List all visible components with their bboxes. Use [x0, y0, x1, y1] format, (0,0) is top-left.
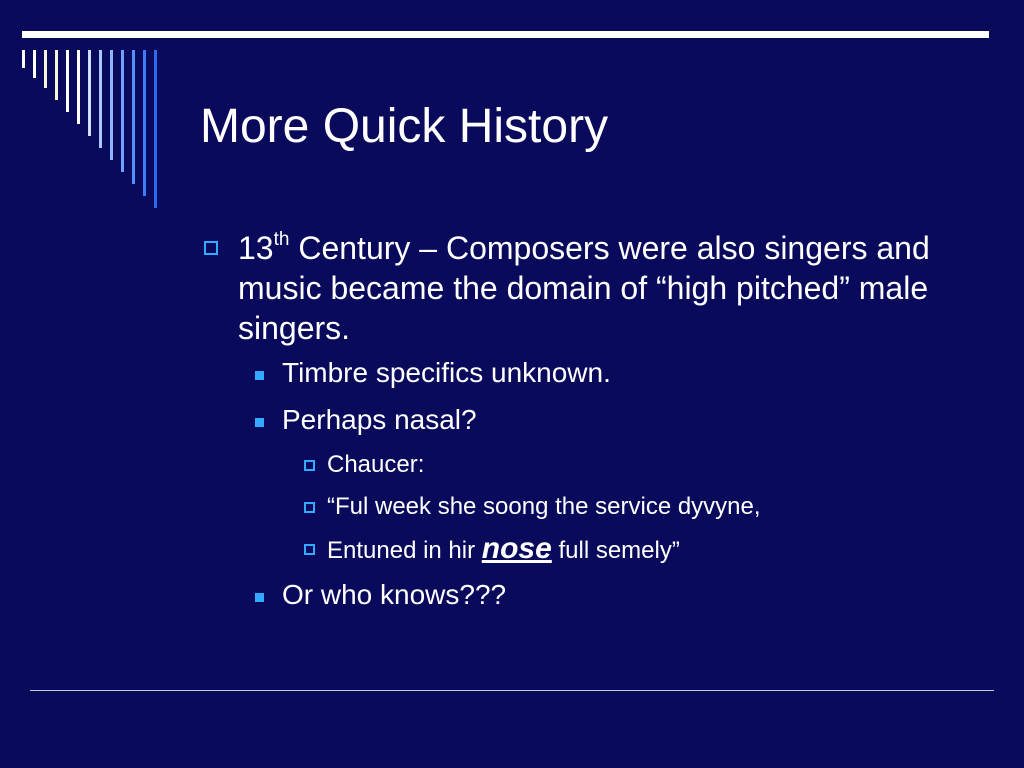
- decorative-stripes: [22, 50, 172, 210]
- sub2a-text: Chaucer:: [327, 451, 425, 478]
- bullet-level2: [200, 403, 980, 437]
- sub2c-pre: Entuned in hir: [327, 537, 482, 564]
- slide-body: [200, 228, 980, 625]
- hollow-square-bullet-icon: [204, 241, 218, 255]
- item1-number: 13: [238, 230, 274, 266]
- hollow-square-bullet-icon: [304, 502, 315, 513]
- hollow-square-bullet-icon: [304, 460, 315, 471]
- bullet-level3: [200, 492, 980, 522]
- item1-text: Century – Composers were also singers and music became the domain of “high pitched” male singers.: [238, 230, 930, 346]
- sub2-text: Perhaps nasal?: [282, 404, 477, 435]
- bullet-level1: [200, 228, 980, 348]
- filled-square-bullet-icon: [255, 371, 264, 380]
- item1-superscript: th: [273, 229, 290, 251]
- filled-square-bullet-icon: [255, 418, 264, 427]
- sub3-text: Or who knows???: [282, 579, 507, 610]
- sub2c-post: full semely”: [551, 537, 680, 564]
- hollow-square-bullet-icon: [304, 544, 315, 555]
- bullet-level3: [200, 450, 980, 480]
- bullet-level2: [200, 578, 980, 612]
- bullet-level3: [200, 534, 980, 566]
- bullet-level2: [200, 356, 980, 390]
- emphasized-word: nose: [481, 532, 552, 565]
- filled-square-bullet-icon: [255, 593, 264, 602]
- slide-title: More Quick History: [200, 100, 609, 153]
- sub2b-text: “Ful week she soong the service dyvyne,: [327, 493, 761, 520]
- sub1-text: Timbre specifics unknown.: [282, 357, 611, 388]
- top-rule: [22, 31, 989, 38]
- bottom-rule: [30, 690, 994, 691]
